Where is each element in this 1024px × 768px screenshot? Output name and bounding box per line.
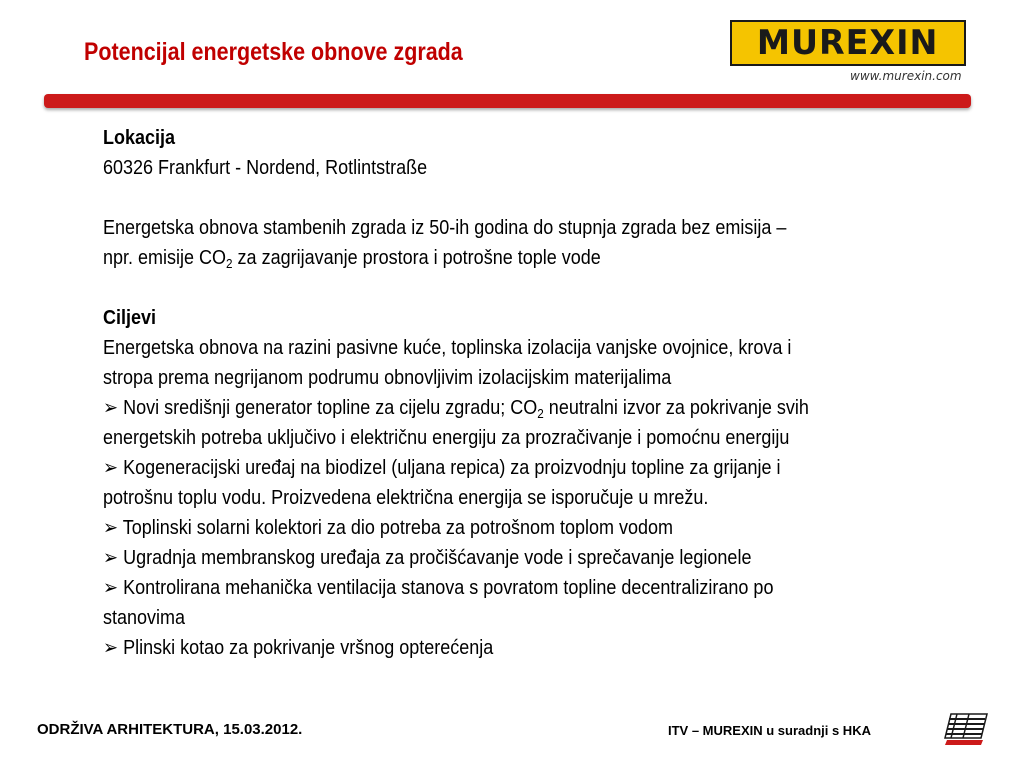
intro-line-1: Energetska obnova stambenih zgrada iz 50-ih godina do stupnja zgrada bez emisija –	[103, 217, 787, 239]
bullet-item-5: ➢ Kontrolirana mehanička ventilacija stanova s povratom topline decentralizirano po	[103, 577, 774, 599]
bullet-item-1-cont: energetskih potreba uključivo i električnu energiju za prozračivanje i pomoćnu energiju	[103, 427, 790, 449]
intro-line-2: npr. emisije $CO_2$ za zagrijavanje prostora i potrošne tople vode	[103, 247, 601, 271]
arrow-bullet-icon: ➢	[103, 577, 119, 599]
arrow-bullet-icon: ➢	[103, 517, 119, 539]
goals-line-1: Energetska obnova na razini pasivne kuće, toplinska izolacija vanjske ovojnice, krova i	[103, 337, 792, 359]
location-heading: Lokacija	[103, 127, 176, 149]
logo-text: MUREXIN	[757, 23, 939, 63]
bullet-item-5-cont: stanovima	[103, 607, 186, 629]
bullet-item-4: ➢ Ugradnja membranskog uređaja za pročišćavanje vode i sprečavanje legionele	[103, 547, 752, 569]
location-text: 60326 Frankfurt - Nordend, Rotlintstraße	[103, 157, 428, 179]
footer-event-date: ODRŽIVA ARHITEKTURA, 15.03.2012.	[37, 721, 303, 738]
bullet-item-1: ➢ Novi središnji generator topline za cijelu zgradu; $CO_2$ neutralni izvor za pokrivanje svih	[103, 397, 809, 421]
page-title: Potencijal energetske obnove zgrada	[84, 38, 463, 66]
murexin-logo	[730, 20, 966, 66]
header-divider-bar	[44, 94, 971, 108]
slide-content	[103, 123, 859, 663]
arrow-bullet-icon: ➢	[103, 637, 119, 659]
arrow-bullet-icon: ➢	[103, 457, 119, 479]
goals-line-2: stropa prema negrijanom podrumu obnovljivim izolacijskim materijalima	[103, 367, 672, 389]
bullet-item-2-cont: potrošnu toplu vodu. Proizvedena električna energija se isporučuje u mrežu.	[103, 487, 709, 509]
bullet-item-3: ➢ Toplinski solarni kolektori za dio potreba za potrošnom toplom vodom	[103, 517, 674, 539]
logo-url: www.murexin.com	[850, 69, 962, 83]
bullet-item-6: ➢ Plinski kotao za pokrivanje vršnog opterećenja	[103, 637, 494, 659]
hka-logo-icon	[943, 710, 989, 746]
goals-heading: Ciljevi	[103, 307, 157, 329]
arrow-bullet-icon: ➢	[103, 547, 119, 569]
arrow-bullet-icon: ➢	[103, 397, 119, 419]
footer-organizers: ITV – MUREXIN u suradnji s HKA	[668, 723, 871, 738]
bullet-item-2: ➢ Kogeneracijski uređaj na biodizel (uljana repica) za proizvodnju topline za grijanje i	[103, 457, 781, 479]
